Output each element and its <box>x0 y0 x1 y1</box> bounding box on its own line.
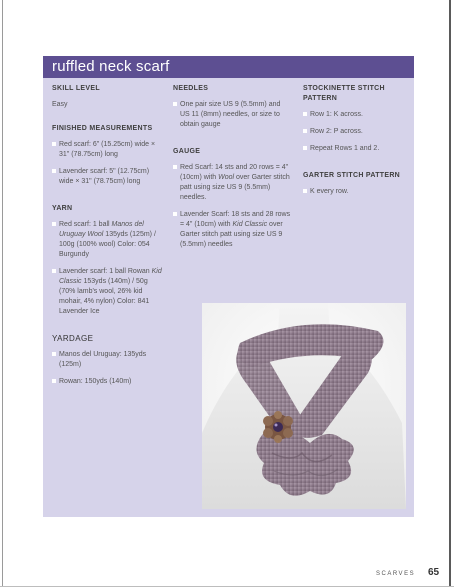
bullet-icon <box>173 102 177 106</box>
skill-level-heading: SKILL LEVEL <box>52 85 100 92</box>
measurements-list <box>52 140 164 187</box>
list-item: One pair size US 9 (5.5mm) and US 11 (8mm) needles, or size to obtain gauge <box>173 100 291 130</box>
skill-level-value: Easy <box>52 101 68 108</box>
bullet-icon <box>52 222 56 226</box>
list-item: Red scarf: 1 ball Manos del Uruguay Wool 135yds (125m) / 100g (100% wool) Color: 054 Burgundy <box>52 220 164 260</box>
bullet-icon <box>303 129 307 133</box>
gauge-heading: GAUGE <box>173 148 201 155</box>
footer-section-label: SCARVES <box>376 571 416 577</box>
list-item: Lavender scarf: 5" (12.75cm) wide × 31" (78.75cm) long <box>52 167 164 187</box>
bullet-icon <box>303 112 307 116</box>
yarn-list <box>52 220 164 317</box>
page-edge-left <box>2 0 3 587</box>
scarf-illustration <box>202 303 406 509</box>
column-skill-yarn <box>52 84 164 394</box>
list-item: Row 2: P across. <box>303 127 408 137</box>
list-item: Lavender Scarf: 18 sts and 28 rows = 4" (10cm) with Kid Classic over Garter stitch patt using size US 9 (5.5mm) needles <box>173 210 291 250</box>
page-edge-right <box>449 0 451 587</box>
list-item: Red scarf: 6" (15.25cm) wide × 31" (78.75cm) long <box>52 140 164 160</box>
stockinette-heading: STOCKINETTE STITCH PATTERN <box>303 85 385 102</box>
bullet-icon <box>52 142 56 146</box>
bullet-icon <box>52 269 56 273</box>
page-number: 65 <box>428 567 440 578</box>
list-item: Rowan: 150yds (140m) <box>52 377 164 387</box>
bullet-icon <box>52 169 56 173</box>
bullet-icon <box>303 189 307 193</box>
bullet-icon <box>303 146 307 150</box>
bullet-icon <box>52 379 56 383</box>
list-item: Lavender scarf: 1 ball Rowan Kid Classic 153yds (140m) / 50g (70% lamb's wool, 26% kid mohair, 4% nylon) Color: 841 Lavender Ice <box>52 267 164 317</box>
yardage-heading: YARDAGE <box>52 334 94 343</box>
scarf-photo <box>202 303 406 509</box>
bullet-icon <box>173 212 177 216</box>
pattern-title: ruffled neck scarf <box>43 56 414 78</box>
needles-list <box>173 100 291 130</box>
needles-heading: NEEDLES <box>173 85 209 92</box>
list-item: Red Scarf: 14 sts and 20 rows = 4" (10cm) with Wool over Garter stitch patt using size US 9 (5.5mm) needles. <box>173 163 291 203</box>
gauge-list <box>173 163 291 250</box>
yardage-list <box>52 350 164 387</box>
garter-heading: GARTER STITCH PATTERN <box>303 172 401 179</box>
list-item: K every row. <box>303 187 408 197</box>
column-stitch-patterns <box>303 84 408 204</box>
bullet-icon <box>52 352 56 356</box>
stockinette-list <box>303 110 408 154</box>
list-item: Repeat Rows 1 and 2. <box>303 144 408 154</box>
list-item: Manos del Uruguay: 135yds (125m) <box>52 350 164 370</box>
finished-measurements-heading: FINISHED MEASUREMENTS <box>52 125 153 132</box>
column-needles-gauge <box>173 84 291 257</box>
list-item: Row 1: K across. <box>303 110 408 120</box>
garter-list <box>303 187 408 197</box>
bullet-icon <box>173 165 177 169</box>
yarn-heading: YARN <box>52 205 73 212</box>
